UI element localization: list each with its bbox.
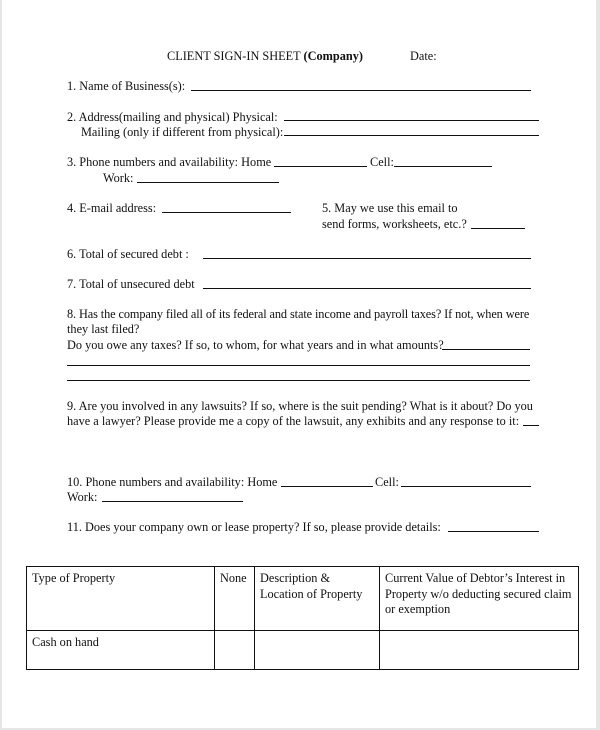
home-phone-field[interactable]	[274, 166, 367, 167]
q4-label: 4. E-mail address:	[67, 201, 157, 215]
taxes-owed-field-line3[interactable]	[67, 380, 530, 381]
q8-label-line2: they last filed?	[67, 322, 140, 336]
home-phone-field-2[interactable]	[281, 486, 373, 487]
physical-address-field[interactable]	[284, 120, 539, 121]
unsecured-debt-field[interactable]	[203, 288, 531, 289]
mailing-address-field[interactable]	[284, 135, 539, 136]
q10-work-label: Work:	[67, 490, 98, 504]
q10-label: 10. Phone numbers and availability: Home	[67, 475, 278, 489]
table-header-row	[27, 567, 579, 631]
cell-description[interactable]	[255, 631, 380, 670]
cell-value[interactable]	[380, 631, 579, 670]
header-current-value: Current Value of Debtor’s Interest in Property w/o deducting secured claim or exemption	[380, 567, 579, 631]
form-title	[167, 49, 363, 64]
cell-phone-field-2[interactable]	[401, 486, 531, 487]
property-table	[26, 566, 579, 670]
title-company: (Company)	[303, 49, 363, 63]
document-page	[2, 0, 596, 728]
header-none: None	[215, 567, 255, 631]
taxes-owed-field[interactable]	[442, 349, 530, 350]
q3-work-label: Work:	[103, 171, 134, 185]
q8-label-line1: 8. Has the company filed all of its federal and state income and payroll taxes? If not, when were	[67, 307, 530, 321]
lawsuit-field[interactable]	[523, 425, 539, 426]
q6-label: 6. Total of secured debt :	[67, 247, 189, 261]
q7-label: 7. Total of unsecured debt	[67, 277, 195, 291]
business-name-field[interactable]	[191, 90, 531, 91]
q9-label-line1: 9. Are you involved in any lawsuits? If so, where is the suit pending? What is it about? Do you	[67, 399, 533, 413]
header-type-of-property: Type of Property	[27, 567, 215, 631]
email-field[interactable]	[162, 212, 291, 213]
cell-phone-field[interactable]	[394, 166, 492, 167]
table-row	[27, 631, 579, 670]
work-phone-field[interactable]	[137, 182, 279, 183]
q2-mailing-label: Mailing (only if different from physical):	[81, 125, 284, 139]
q3-cell-label: Cell:	[370, 155, 394, 169]
cell-type: Cash on hand	[27, 631, 215, 670]
q1-label: 1. Name of Business(s):	[67, 79, 186, 93]
q2-physical-label: 2. Address(mailing and physical) Physical:	[67, 110, 278, 124]
q3-label: 3. Phone numbers and availability: Home	[67, 155, 272, 169]
q8-label-line3: Do you owe any taxes? If so, to whom, for what years and in what amounts?	[67, 338, 444, 352]
q11-label: 11. Does your company own or lease property? If so, please provide details:	[67, 520, 441, 534]
email-consent-field[interactable]	[471, 228, 525, 229]
date-label: Date:	[410, 49, 437, 63]
taxes-owed-field-line2[interactable]	[67, 365, 530, 366]
work-phone-field-2[interactable]	[102, 501, 243, 502]
cell-none[interactable]	[215, 631, 255, 670]
q9-label-line2: have a lawyer? Please provide me a copy of the lawsuit, any exhibits and any response to it:	[67, 414, 520, 428]
q10-cell-label: Cell:	[375, 475, 399, 489]
secured-debt-field[interactable]	[203, 258, 531, 259]
header-description: Description & Location of Property	[255, 567, 380, 631]
q5-label-line1: 5. May we use this email to	[322, 201, 458, 215]
title-text: CLIENT SIGN-IN SHEET	[167, 49, 301, 63]
property-details-field[interactable]	[448, 531, 539, 532]
q5-label-line2: send forms, worksheets, etc.?	[322, 217, 467, 231]
